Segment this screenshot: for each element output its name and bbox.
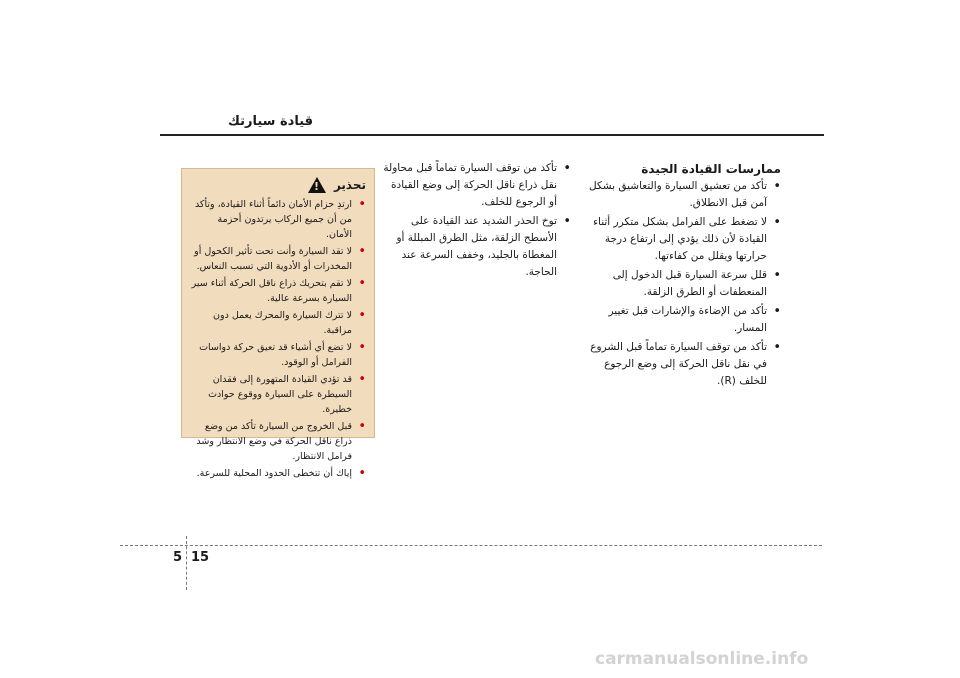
list-item: • تأكد من توقف السيارة تماماً قبل محاولة نقل ذراع ناقل الحركة إلى وضع القيادة أو الرجوع للخلف. [383, 160, 571, 211]
chapter-number: 5 [173, 550, 183, 565]
middle-column [383, 160, 571, 283]
footer-divider [186, 536, 187, 590]
warning-item: • لا تقد السيارة وأنت تحت تأثير الكحول أو المخدرات أو الأدوية التي تسبب النعاس. [190, 244, 366, 274]
warning-item: • ارتدِ حزام الأمان دائماً أثناء القيادة، وتأكد من أن جميع الركاب يرتدون أحزمة الأمان. [190, 197, 366, 242]
watermark: carmanualsonline.info [595, 649, 809, 669]
warning-item: • لا تقم بتحريك ذراع ناقل الحركة أثناء سير السيارة بسرعة عالية. [190, 276, 366, 306]
warning-item: • قد تؤدي القيادة المتهورة إلى فقدان السيطرة على السيارة ووقوع حوادث خطيرة. [190, 372, 366, 417]
warning-item: • لا تترك السيارة والمحرك يعمل دون مراقبة. [190, 308, 366, 338]
list-item: • لا تضغط على الفرامل بشكل متكرر أثناء القيادة لأن ذلك يؤدي إلى ارتفاع درجة حرارتها ويقلل من كفاءتها. [583, 214, 781, 265]
warning-title: تحذير [333, 178, 366, 192]
warning-content [190, 197, 366, 481]
list-item: • توخ الحذر الشديد عند القيادة على الأسطح الزلقة، مثل الطرق المبللة أو المغطاة بالجليد، وخفف السرعة عند الحاجة. [383, 213, 571, 281]
warning-item: • قبل الخروج من السيارة تأكد من وضع ذراع ناقل الحركة في وضع الانتظار وشد فرامل الانتظار. [190, 419, 366, 464]
running-header: قيادة سيارتك [228, 114, 314, 129]
middle-column-list [383, 160, 571, 281]
warning-box [181, 168, 375, 479]
list-item: • تأكد من الإضاءة والإشارات قبل تغيير المسار. [583, 303, 781, 337]
page-number: 15 [191, 550, 210, 565]
warning-header [190, 177, 366, 193]
list-item: • تأكد من توقف السيارة تماماً قبل الشروع في نقل ناقل الحركة إلى وضع الرجوع للخلف (R). [583, 339, 781, 390]
warning-item: • إياك أن تتخطى الحدود المحلية للسرعة. [190, 466, 366, 481]
list-item: • تأكد من تعشيق السيارة والتعاشيق بشكل آمن قبل الانطلاق. [583, 178, 781, 212]
right-column-list [583, 178, 781, 390]
warning-item: • لا تضع أي أشياء قد تعيق حركة دواسات الفرامل أو الوقود. [190, 340, 366, 370]
header-rule [160, 134, 824, 136]
right-column [583, 160, 781, 392]
footer-rule [120, 545, 822, 546]
warning-list [190, 197, 366, 481]
list-item: • قلل سرعة السيارة قبل الدخول إلى المنعطفات أو الطرق الزلقة. [583, 267, 781, 301]
section-heading: ممارسات القيادة الجيدة [641, 162, 781, 176]
warning-triangle-icon [308, 177, 326, 193]
